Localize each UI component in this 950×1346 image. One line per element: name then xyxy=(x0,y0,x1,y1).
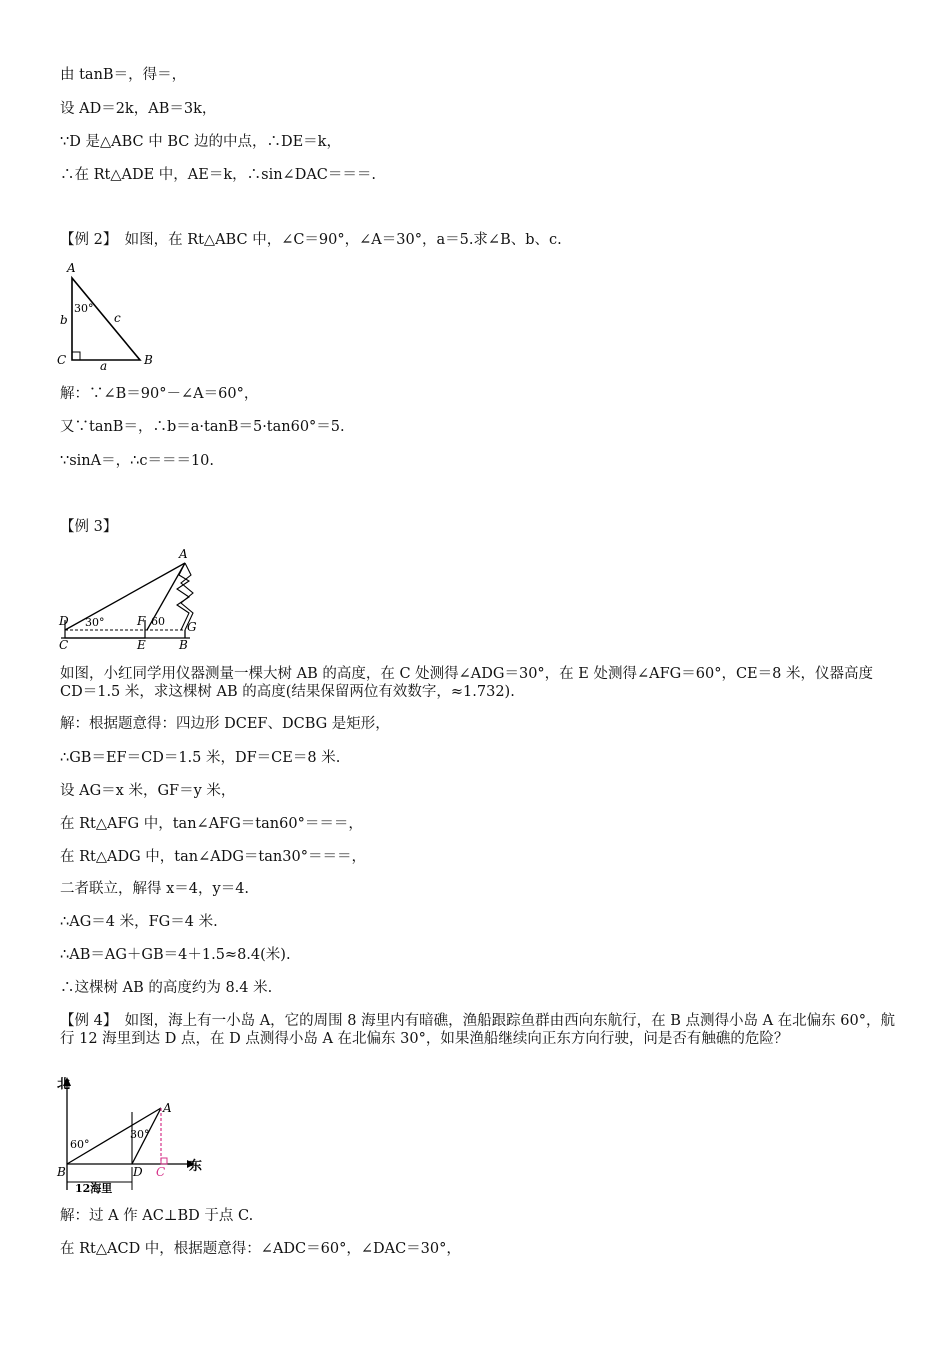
solution-line: ∴AB＝AG＋GB＝4＋1.5≈8.4(米). xyxy=(60,947,291,963)
side-a-label: a xyxy=(100,359,108,373)
point-e-label: E xyxy=(137,638,146,652)
point-c-label: C xyxy=(59,638,69,652)
solution-line: 设 AG＝x 米，GF＝y 米， xyxy=(60,783,236,799)
point-d-label: D xyxy=(59,614,69,628)
island-navigation-figure xyxy=(55,1072,210,1194)
vertex-c-label: C xyxy=(57,353,67,367)
solution-line: 在 Rt△ACD 中，根据题意得：∠ADC＝60°，∠DAC＝30°， xyxy=(60,1241,461,1257)
island-a-label: A xyxy=(163,1101,172,1115)
solution-line: 设 AD＝2k，AB＝3k， xyxy=(60,101,217,117)
example-4-problem: 【例 4】 如图，海上有一小岛 A，它的周围 8 海里内有暗礁，渔船跟踪鱼群由西向东航行，在 B 点测得小岛 A 在北偏东 60°，航行 12 海里到达 D 点，在 D 点测得小岛 A 在北偏东 30°，如果渔船继续向正东方向行驶，问是否有触礁的危险？ xyxy=(60,1013,895,1047)
solution-line: 解：根据题意得：四边形 DCEF、DCBG 是矩形， xyxy=(60,716,390,732)
tree-measure-figure xyxy=(55,545,205,653)
side-b-label: b xyxy=(60,313,68,327)
angle-60-label: 60 xyxy=(151,615,165,628)
solution-line: ∴这棵树 AB 的高度约为 8.4 米. xyxy=(60,980,273,996)
point-d-label: D xyxy=(133,1165,143,1179)
point-b-label: B xyxy=(57,1165,66,1179)
solution-line: 又∵tanB＝，∴b＝a·tanB＝5·tan60°＝5. xyxy=(60,419,345,435)
point-f-label: F xyxy=(137,614,146,628)
east-label: 东 xyxy=(189,1159,203,1174)
example-2-title: 【例 2】 如图，在 Rt△ABC 中，∠C＝90°，∠A＝30°，a＝5.求∠B、b、c. xyxy=(60,232,562,248)
solution-line: 解：∵∠B＝90°－∠A＝60°， xyxy=(60,386,259,402)
point-g-label: G xyxy=(187,620,197,634)
solution-line: 在 Rt△AFG 中，tan∠AFG＝tan60°＝＝＝， xyxy=(60,816,363,832)
solution-line: ∴GB＝EF＝CD＝1.5 米，DF＝CE＝8 米. xyxy=(60,750,341,766)
triangle-abc-figure xyxy=(52,258,162,373)
solution-line: ∴AG＝4 米，FG＝4 米. xyxy=(60,914,218,930)
solution-line: 二者联立，解得 x＝4，y＝4. xyxy=(60,881,250,897)
side-c-label: c xyxy=(114,311,121,325)
angle-30-label: 30° xyxy=(130,1128,150,1141)
solution-line: ∵D 是△ABC 中 BC 边的中点，∴DE＝k， xyxy=(60,134,341,150)
example-3-problem: 如图，小红同学用仪器测量一棵大树 AB 的高度，在 C 处测得∠ADG＝30°，在 E 处测得∠AFG＝60°，CE＝8 米，仪器高度 CD＝1.5 米，求这棵树 AB 的高度(结果保留两位有效数字，≈1.732). xyxy=(60,666,873,700)
vertex-a-label: A xyxy=(67,261,76,275)
solution-line: ∵sinA＝，∴c＝＝＝10. xyxy=(60,453,215,469)
point-c-label: C xyxy=(156,1165,166,1179)
angle-30-label: 30° xyxy=(85,616,105,629)
angle-60-label: 60° xyxy=(70,1138,90,1151)
point-b-label: B xyxy=(179,638,188,652)
point-a-label: A xyxy=(179,547,188,561)
vertex-b-label: B xyxy=(144,353,153,367)
example-3-title: 【例 3】 xyxy=(60,519,118,535)
solution-line: 解：过 A 作 AC⊥BD 于点 C. xyxy=(60,1208,254,1224)
north-label: 北 xyxy=(57,1077,71,1092)
distance-label: 12海里 xyxy=(75,1182,113,1194)
solution-line: ∴在 Rt△ADE 中，AE＝k，∴sin∠DAC＝＝＝. xyxy=(60,167,377,183)
solution-line: 由 tanB＝，得＝， xyxy=(60,67,187,83)
solution-line: 在 Rt△ADG 中，tan∠ADG＝tan30°＝＝＝， xyxy=(60,849,366,865)
angle-a-label: 30° xyxy=(74,302,94,315)
